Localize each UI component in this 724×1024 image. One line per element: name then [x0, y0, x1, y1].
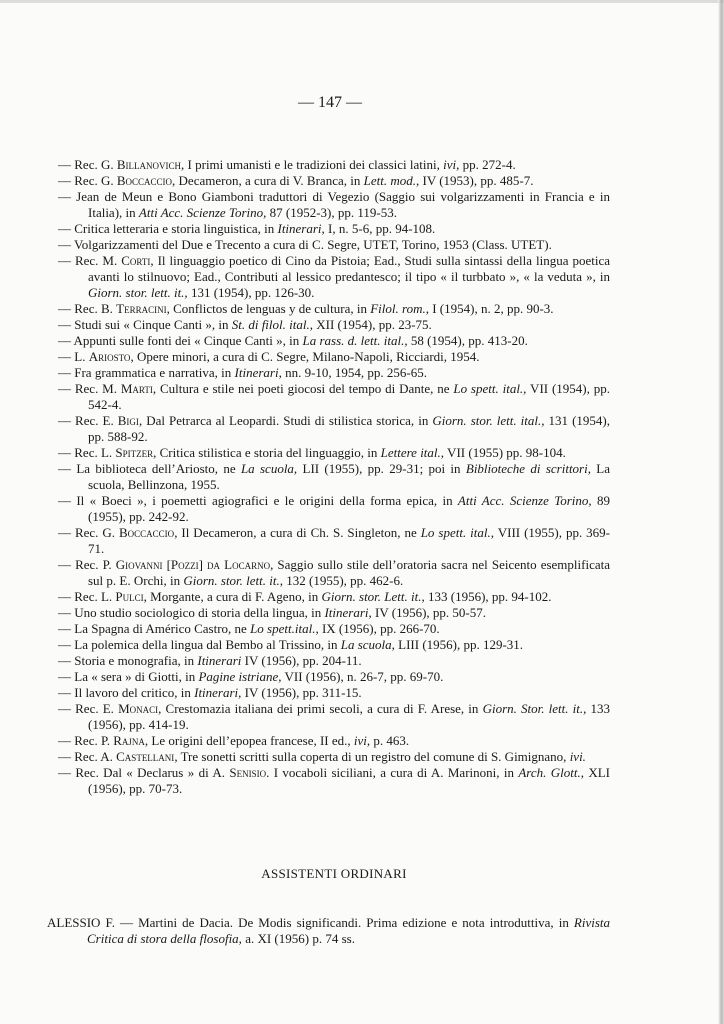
entry-text: — La Spagna di Américo Castro, ne	[58, 621, 251, 636]
entry-text: 87 (1952-3), pp. 119-53.	[266, 205, 397, 220]
entry-text: — Rec. P.	[58, 733, 114, 748]
author-name: Terracini	[116, 301, 167, 316]
italic-text: Lo spett.ital.,	[250, 621, 319, 636]
bibliography-entry	[58, 605, 610, 621]
entry-text: a. XI (1956) p. 74 ss.	[241, 931, 355, 946]
entry-text: — Rec. M.	[58, 253, 122, 268]
entry-text: 89 (1955), pp. 242-92.	[88, 493, 610, 524]
author-name: Pulci	[115, 589, 144, 604]
entry-text: , Morgante, a cura di F. Ageno, in	[143, 589, 322, 604]
scan-edge-top	[0, 0, 724, 3]
author-name: Bigi	[117, 413, 139, 428]
entry-text: IV (1956), pp. 204-11.	[241, 653, 362, 668]
bibliography-entry	[58, 525, 610, 557]
entry-text: — Rec. G.	[58, 157, 117, 172]
entry-text: 58 (1954), pp. 413-20.	[407, 333, 528, 348]
entry-text: , Critica stilistica e storia del linguaggio, in	[153, 445, 381, 460]
italic-text: Lettere ital.,	[380, 445, 445, 460]
italic-text: ivi,	[443, 157, 460, 172]
bibliography-entry	[58, 461, 610, 493]
entry-text: I (1954), n. 2, pp. 90-3.	[428, 301, 554, 316]
italic-text: Giorn. stor. lett. ital.,	[432, 413, 545, 428]
entry-text: — Rec. P.	[58, 557, 116, 572]
entry-text: — L.	[58, 349, 89, 364]
bibliography-entry	[58, 333, 610, 349]
entry-text: IV (1953), pp. 485-7.	[419, 173, 534, 188]
entry-text: ALESSIO F. — Martini de Dacia. De Modis significandi. Prima edizione e nota introduttiva, in	[47, 915, 574, 930]
entry-text: , Le origini dell’epopea francese, II ed.,	[144, 733, 354, 748]
bibliography-entry	[58, 701, 610, 733]
entry-text: 133 (1956), pp. 414-19.	[88, 701, 610, 732]
italic-text: ivi.	[569, 749, 586, 764]
italic-text: Lett. mod.,	[363, 173, 420, 188]
entry-text: — Rec. G.	[58, 173, 117, 188]
page-number: — 147 —	[298, 94, 362, 111]
entry-text: — Il lavoro del critico, in	[58, 685, 195, 700]
bibliography-entry	[58, 189, 610, 221]
italic-text: La rass. d. lett. ital.,	[302, 333, 408, 348]
bibliography-entry	[58, 381, 610, 413]
entry-text: nn. 9-10, 1954, pp. 256-65.	[281, 365, 427, 380]
entry-text: IX (1956), pp. 266-70.	[318, 621, 440, 636]
author-name: Senisio	[229, 765, 267, 780]
entry-text: LIII (1956), pp. 129-31.	[394, 637, 524, 652]
section-heading: ASSISTENTI ORDINARI	[261, 866, 407, 881]
entry-text: — Rec. M.	[58, 381, 121, 396]
entry-text: , Decameron, a cura di V. Branca, in	[172, 173, 364, 188]
italic-text: Lo spett. ital.,	[453, 381, 527, 396]
entry-text: 131 (1954), pp. 588-92.	[88, 413, 610, 444]
bibliography-entry	[58, 669, 610, 685]
entry-text: — Jean de Meun e Bono Giamboni traduttori di Vegezio (Saggio sui volgarizzamenti in Francia e in Italia), in	[58, 189, 610, 220]
bibliography-entry	[58, 653, 610, 669]
italic-text: St. di filol. ital.,	[231, 317, 313, 332]
author-name: Rajna	[113, 733, 145, 748]
entry-text: — Rec. A.	[58, 749, 117, 764]
italic-text: Giorn. stor. Lett. it.,	[321, 589, 425, 604]
entry-text: — Fra grammatica e narrativa, in	[58, 365, 235, 380]
entry-text: , Saggio sullo stile dell’oratoria sacra nel Seicento esemplificata sul p. E. Orchi, in	[88, 557, 611, 588]
entry-text: pp. 272-4.	[459, 157, 516, 172]
scan-edge-right	[718, 0, 724, 1024]
author-name: Giovanni [Pozzi] da Locarno	[115, 557, 271, 572]
bibliography-entry	[58, 733, 610, 749]
bibliography-entry	[58, 445, 610, 461]
entry-text: — Rec. E.	[58, 701, 119, 716]
entry-text: , Tre sonetti scritti sulla coperta di un registro del comune di S. Gimignano,	[174, 749, 570, 764]
entry-text: IV (1956), pp. 311-15.	[241, 685, 362, 700]
italic-text: Giorn. Stor. lett. it.,	[482, 701, 587, 716]
entry-text: — Critica letteraria e storia linguistica, in	[58, 221, 278, 236]
entry-text: LII (1955), pp. 29-31; poi in	[297, 461, 466, 476]
entry-text: 133 (1956), pp. 94-102.	[424, 589, 552, 604]
entry-text: — La « sera » di Giotti, in	[58, 669, 199, 684]
italic-text: Itinerari,	[234, 365, 282, 380]
entry-text: La scuola, Bellinzona, 1955.	[88, 461, 611, 492]
author-name: Billanovich	[116, 157, 182, 172]
bibliography-entry	[58, 685, 610, 701]
bibliography-entry	[58, 253, 610, 301]
entry-text: — Appunti sulle fonti dei « Cinque Canti », in	[58, 333, 303, 348]
bibliography-entry	[58, 349, 610, 365]
author-name: Monaci	[118, 701, 159, 716]
italic-text: Lo spett. ital.,	[420, 525, 495, 540]
italic-text: La scuola,	[240, 461, 298, 476]
bibliography-entry	[58, 493, 610, 525]
bibliography-entry	[58, 637, 610, 653]
entry-text: VII (1956), n. 26-7, pp. 69-70.	[281, 669, 444, 684]
entry-text: — Studi sui « Cinque Canti », in	[58, 317, 232, 332]
entry-text: — Storia e monografia, in	[58, 653, 198, 668]
entry-text: — Uno studio sociologico di storia della lingua, in	[58, 605, 325, 620]
italic-text: La scuola,	[340, 637, 395, 652]
bibliography-entry	[58, 157, 610, 173]
entry-text: — Il « Boeci », i poemetti agiografici e le origini della forma epica, in	[58, 493, 458, 508]
bibliography-entry	[58, 413, 610, 445]
bibliography-list	[58, 157, 610, 797]
italic-text: Atti Acc. Scienze Torino,	[457, 493, 592, 508]
entry-text: — Volgarizzamenti del Due e Trecento a cura di C. Segre, UTET, Torino, 1953 (Class. UTET).	[58, 237, 552, 252]
bibliography-entry	[58, 365, 610, 381]
italic-text: Itinerari,	[194, 685, 242, 700]
entry-text: — Rec. E.	[58, 413, 118, 428]
author-name: Marti	[120, 381, 153, 396]
author-name: Castellani	[116, 749, 175, 764]
entry-text: , Dal Petrarca al Leopardi. Studi di stilistica storica, in	[138, 413, 433, 428]
entry-text: , Conflictos de lenguas y de cultura, in	[166, 301, 371, 316]
entry-text: — Rec. G.	[58, 525, 119, 540]
bibliography-entry	[58, 749, 610, 765]
bibliography-entry	[58, 237, 610, 253]
author-name: Corti	[121, 253, 151, 268]
entry-text: — La biblioteca dell’Ariosto, ne	[58, 461, 241, 476]
entry-text: , Cultura e stile nei poeti giocosi del tempo di Dante, ne	[152, 381, 454, 396]
italic-text: Itinerari,	[324, 605, 372, 620]
entry-text: I, n. 5-6, pp. 94-108.	[324, 221, 436, 236]
bibliography-entry	[58, 621, 610, 637]
bibliography-entry	[58, 765, 610, 797]
entry-text: XLI (1956), pp. 70-73.	[88, 765, 610, 796]
italic-text: Giorn. stor. lett. it.,	[88, 285, 188, 300]
entry-text: 132 (1955), pp. 462-6.	[283, 573, 404, 588]
entry-text: — Rec. B.	[58, 301, 117, 316]
italic-text: Filol. rom.,	[370, 301, 429, 316]
italic-text: Biblioteche di scrittori,	[465, 461, 591, 476]
entry-text: — Rec. Dal « Declarus » di A.	[58, 765, 230, 780]
entry-text: VIII (1955), pp. 369-71.	[88, 525, 611, 556]
bibliography-entry	[58, 317, 610, 333]
entry-text: IV (1956), pp. 50-57.	[371, 605, 487, 620]
italic-text: Pagine istriane,	[198, 669, 282, 684]
italic-text: Itinerari,	[277, 221, 325, 236]
assistant-entry	[47, 915, 610, 947]
italic-text: ivi,	[353, 733, 371, 748]
entry-text: , Il linguaggio poetico di Cino da Pistoia; Ead., Studi sulla sintassi della lingua poetica avanti lo stilnuovo; Ead., Contributi al lessico predantesco; il tipo « il turbbato », « la veduta », in	[88, 253, 610, 284]
entry-text: 131 (1954), pp. 126-30.	[187, 285, 315, 300]
italic-text: Giorn. stor. lett. it.,	[183, 573, 284, 588]
entry-text: , Il Decameron, a cura di Ch. S. Singleton, ne	[174, 525, 421, 540]
entry-text: XII (1954), pp. 23-75.	[312, 317, 432, 332]
author-name: Ariosto	[88, 349, 131, 364]
entry-text: VII (1955) pp. 98-104.	[444, 445, 566, 460]
entry-text: , Opere minori, a cura di C. Segre, Milano-Napoli, Ricciardi, 1954.	[130, 349, 480, 364]
entry-text: , Crestomazia italiana dei primi secoli, a cura di F. Arese, in	[158, 701, 483, 716]
italic-text: Rivista Critica di stora della flosofia,	[87, 915, 610, 946]
bibliography-entry	[58, 589, 610, 605]
entry-text: — Rec. L.	[58, 445, 116, 460]
entry-text: . I vocaboli siciliani, a cura di A. Marinoni, in	[266, 765, 519, 780]
italic-text: Itinerari	[197, 653, 242, 668]
author-name: Spitzer	[115, 445, 154, 460]
entry-text: , I primi umanisti e le tradizioni dei classici latini,	[181, 157, 444, 172]
bibliography-entry	[58, 301, 610, 317]
bibliography-entry	[58, 557, 610, 589]
author-name: Boccaccio	[119, 525, 175, 540]
italic-text: Arch. Glott.,	[518, 765, 584, 780]
entry-text: — Rec. L.	[58, 589, 116, 604]
author-name: Boccaccio	[116, 173, 173, 188]
italic-text: Atti Acc. Scienze Torino,	[138, 205, 267, 220]
entry-text: p. 463.	[370, 733, 410, 748]
entry-text: VII (1954), pp. 542-4.	[88, 381, 610, 412]
entry-text: — La polemica della lingua dal Bembo al Trissino, in	[58, 637, 341, 652]
bibliography-entry	[58, 221, 610, 237]
bibliography-entry	[58, 173, 610, 189]
